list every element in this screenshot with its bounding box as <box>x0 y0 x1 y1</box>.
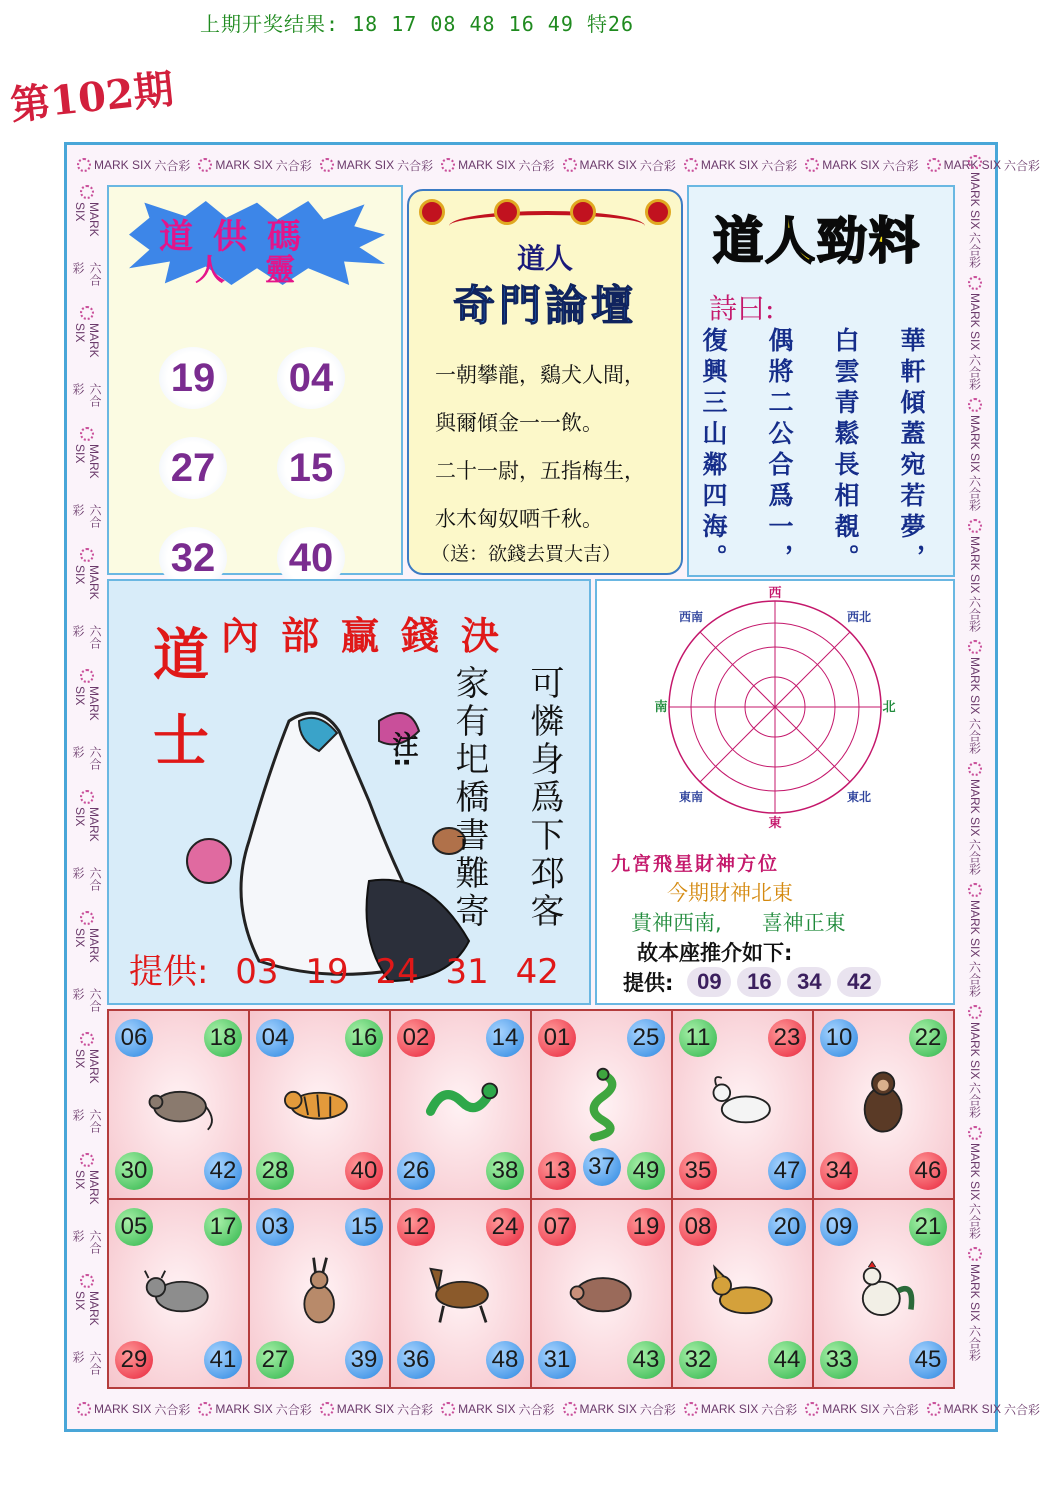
zodiac-number-ball: 02 <box>397 1019 435 1057</box>
flower-icon <box>441 1402 455 1416</box>
zodiac-number-ball: 18 <box>204 1019 242 1057</box>
zodiac-cell <box>532 1011 671 1198</box>
frame-brand-text: MARK SIX <box>73 1290 101 1326</box>
frame-brand-cn: 六合彩 <box>967 353 982 390</box>
frame-brand-cn: 六合彩 <box>882 158 919 173</box>
frame-brand-text: MARK SIX <box>73 927 101 963</box>
frame-brand-cn: 六合彩 <box>967 1203 982 1240</box>
frame-brand-text: MARK SIX <box>822 158 880 172</box>
compass-east-label: 東 <box>768 816 782 831</box>
frame-brand-text: MARK SIX <box>943 158 1001 172</box>
frame-brand-cn: 六合彩 <box>71 867 102 892</box>
frame-brand-cn: 六合彩 <box>518 158 555 173</box>
frame-brand-text: MARK SIX <box>700 158 759 172</box>
frame-brand-unit <box>71 181 103 302</box>
zodiac-number-ball: 10 <box>820 1019 858 1057</box>
zodiac-number-ball: 49 <box>627 1152 665 1190</box>
frame-brand-unit <box>71 907 103 1028</box>
zodiac-number-ball: 25 <box>627 1019 665 1057</box>
daoist-verse <box>445 665 569 931</box>
frame-brand-unit <box>801 1395 922 1423</box>
number-ball: 40 <box>277 527 345 589</box>
number-ball: 15 <box>277 437 345 499</box>
frame-brand-text: MARK SIX <box>579 158 637 172</box>
zodiac-cell <box>532 1200 671 1387</box>
zodiac-number-ball: 27 <box>256 1341 294 1379</box>
frame-brand-unit <box>71 1149 103 1270</box>
frame-brand-text: MARK SIX <box>215 1402 273 1416</box>
flower-icon <box>80 1032 94 1046</box>
daoist-verse-column: 可憐身爲下邳客 <box>524 665 564 931</box>
flower-icon <box>927 1402 941 1416</box>
compass-panel <box>595 579 955 1005</box>
zodiac-number-ball: 01 <box>538 1019 576 1057</box>
provide-number: 42 <box>515 952 559 992</box>
zodiac-number-ball: 45 <box>909 1341 947 1379</box>
tiger-icon <box>284 1061 358 1143</box>
zodiac-number-ball: 14 <box>486 1019 524 1057</box>
frame-brand-text: MARK SIX <box>968 778 982 837</box>
zodiac-number-ball: 33 <box>820 1341 858 1379</box>
verse-line: 一朝攀龍，鷄犬人間， <box>435 363 645 387</box>
frame-brand-text: MARK SIX <box>968 414 982 473</box>
frame-brand-unit <box>316 1395 437 1423</box>
frame-brand-cn: 六合彩 <box>275 1402 312 1417</box>
frame-brand-text: MARK SIX <box>336 158 395 172</box>
frame-brand-unit <box>959 879 991 1000</box>
numbers-panel-subtitle: 人靈 <box>195 253 335 288</box>
compass-line-3a: 貴神西南, <box>631 911 722 935</box>
zodiac-number-ball: 29 <box>115 1341 153 1379</box>
flower-icon <box>968 762 982 776</box>
zodiac-number-ball: 41 <box>204 1341 242 1379</box>
poster <box>64 142 1040 1432</box>
frame-brand-cn: 六合彩 <box>71 988 102 1013</box>
flower-icon <box>968 1126 982 1140</box>
zodiac-number-ball: 08 <box>679 1208 717 1246</box>
zodiac-number-ball: 22 <box>909 1019 947 1057</box>
frame-top <box>73 151 1040 179</box>
frame-brand-cn: 六合彩 <box>154 158 191 173</box>
coin-icon <box>494 199 520 225</box>
zodiac-number-ball: 38 <box>486 1152 524 1190</box>
zodiac-cell <box>673 1011 812 1198</box>
frame-brand-cn: 六合彩 <box>967 475 982 512</box>
frame-brand-unit <box>437 151 558 179</box>
frame-brand-unit <box>71 1270 103 1391</box>
compass-southwest-label: 西南 <box>678 610 704 624</box>
compass-provide <box>623 967 881 997</box>
poem-panel-subtitle: 詩曰: <box>709 292 775 325</box>
zodiac-cell <box>250 1200 389 1387</box>
zodiac-number-ball: 19 <box>627 1208 665 1246</box>
frame-brand-cn: 六合彩 <box>397 1402 434 1417</box>
frame-brand-cn: 六合彩 <box>639 1402 676 1417</box>
flower-icon <box>80 185 94 199</box>
issue-number: 第102期 <box>8 65 176 130</box>
frame-brand-unit <box>194 151 315 179</box>
frame-brand-text: MARK SIX <box>968 900 982 958</box>
compass-line-2: 今期財神北東 <box>667 881 793 905</box>
compass-line-3 <box>631 907 886 937</box>
flower-icon <box>563 158 577 172</box>
flower-icon <box>805 158 819 172</box>
compass-northwest-label: 西北 <box>846 610 872 624</box>
frame-brand-unit <box>801 151 922 179</box>
flower-icon <box>805 1402 819 1416</box>
provide-ball: 09 <box>687 967 731 997</box>
flower-icon <box>968 398 982 412</box>
zodiac-number-ball: 04 <box>256 1019 294 1057</box>
snake-icon <box>566 1061 640 1143</box>
result-number: 08 <box>430 12 457 36</box>
daoist-panel <box>107 579 591 1005</box>
frame-brand-unit <box>559 1395 680 1423</box>
frame-brand-unit <box>73 151 194 179</box>
rooster-icon <box>848 1250 922 1332</box>
provide-ball: 16 <box>737 967 781 997</box>
frame-brand-cn: 六合彩 <box>71 504 102 529</box>
frame-brand-cn: 六合彩 <box>71 625 102 650</box>
flower-icon <box>968 1005 982 1019</box>
verse-panel <box>407 189 683 575</box>
compass-southeast-label: 東南 <box>678 790 704 804</box>
frame-brand-text: MARK SIX <box>73 1048 101 1084</box>
frame-brand-unit <box>71 423 103 544</box>
frame-brand-unit <box>959 636 991 757</box>
result-number: 17 <box>391 12 418 36</box>
zodiac-number-ball: 15 <box>345 1208 383 1246</box>
coin-icon <box>419 199 445 225</box>
frame-brand-text: MARK SIX <box>458 158 516 172</box>
zodiac-number-ball: 21 <box>909 1208 947 1246</box>
frame-brand-cn: 六合彩 <box>154 1402 191 1417</box>
zodiac-number-ball: 13 <box>538 1152 576 1190</box>
zodiac-cell <box>391 1200 530 1387</box>
frame-brand-text: MARK SIX <box>73 806 101 842</box>
frame-brand-text: MARK SIX <box>336 1402 395 1416</box>
flower-icon <box>198 158 212 172</box>
number-ball: 32 <box>159 527 227 589</box>
frame-brand-unit <box>73 1395 194 1423</box>
frame-brand-cn: 六合彩 <box>397 158 434 173</box>
compass-west-label: 西 <box>768 586 782 601</box>
frame-brand-unit <box>71 1028 103 1149</box>
coin-icon <box>645 199 671 225</box>
flower-icon <box>80 1153 94 1167</box>
coin-decoration <box>419 199 671 225</box>
numbers-panel-title: 道供碼 <box>159 217 321 257</box>
daoist-note: 注: <box>388 731 418 768</box>
zodiac-number-ball: 46 <box>909 1152 947 1190</box>
frame-brand-text: MARK SIX <box>822 1402 880 1416</box>
poem <box>695 327 929 575</box>
frame-brand-unit <box>316 151 437 179</box>
frame-brand-unit <box>680 151 801 179</box>
frame-brand-text: MARK SIX <box>968 657 982 715</box>
poem-panel-title: 道人勁料 <box>713 211 921 270</box>
compass-line-3b: 喜神正東 <box>761 911 846 935</box>
frame-brand-text: MARK SIX <box>943 1402 1001 1416</box>
frame-brand-cn: 六合彩 <box>761 1402 798 1417</box>
result-number: 18 <box>352 12 379 36</box>
zodiac-cell <box>814 1011 953 1198</box>
zodiac-number-ball: 42 <box>204 1152 242 1190</box>
daoist-panel-header: 內部贏錢決 <box>221 613 522 658</box>
daoist-side-title: 道士 <box>144 625 210 797</box>
frame-brand-text: MARK SIX <box>700 1402 759 1416</box>
frame-brand-cn: 六合彩 <box>1003 158 1040 173</box>
verse-gift: （送：欲錢去買大吉） <box>431 543 622 565</box>
zodiac-number-ball: 16 <box>345 1019 383 1057</box>
frame-brand-unit <box>71 786 103 907</box>
zodiac-number-ball: 09 <box>820 1208 858 1246</box>
compass-south-label: 南 <box>654 700 668 715</box>
frame-brand-text: MARK SIX <box>73 685 101 721</box>
compass-provide-label: 提供: <box>623 971 674 995</box>
verse-line: 水木匈奴哂千秋。 <box>435 507 603 531</box>
zodiac-grid <box>107 1009 955 1389</box>
frame-brand-cn: 六合彩 <box>518 1402 555 1417</box>
flower-icon <box>441 158 455 172</box>
numbers-panel <box>107 185 403 580</box>
monkey-icon <box>848 1061 922 1143</box>
rat-icon <box>143 1061 217 1143</box>
flower-icon <box>968 1247 982 1261</box>
frame-brand-text: MARK SIX <box>968 172 982 230</box>
provide-number: 19 <box>305 952 349 992</box>
compass-line-1: 九宮飛星財神方位 <box>611 853 780 875</box>
zodiac-number-ball: 05 <box>115 1208 153 1246</box>
zodiac-number-ball: 12 <box>397 1208 435 1246</box>
compass-north-label: 北 <box>882 700 896 715</box>
frame-brand-text: MARK SIX <box>215 158 273 172</box>
daoist-provide-label: 提供: <box>129 952 209 992</box>
zodiac-number-ball: 39 <box>345 1341 383 1379</box>
frame-right <box>959 151 991 1421</box>
flower-icon <box>684 158 698 172</box>
frame-brand-unit <box>959 1001 991 1122</box>
frame-brand-text: MARK SIX <box>458 1402 516 1416</box>
zodiac-number-ball: 48 <box>486 1341 524 1379</box>
zodiac-number-ball: 40 <box>345 1152 383 1190</box>
zodiac-number-ball: 36 <box>397 1341 435 1379</box>
frame-brand-cn: 六合彩 <box>275 158 312 173</box>
provide-number: 03 <box>235 952 279 992</box>
frame-brand-cn: 六合彩 <box>967 839 982 876</box>
result-number: 49 <box>547 12 574 36</box>
zodiac-cell <box>250 1011 389 1198</box>
flower-icon <box>927 158 941 172</box>
frame-brand-cn: 六合彩 <box>71 262 102 287</box>
flower-icon <box>80 911 94 925</box>
frame-brand-text: MARK SIX <box>968 1021 982 1079</box>
dragon-icon <box>425 1061 499 1143</box>
number-ball: 04 <box>277 347 345 409</box>
frame-brand-cn: 六合彩 <box>967 960 982 997</box>
frame-brand-unit <box>959 394 991 515</box>
frame-brand-unit <box>71 302 103 423</box>
zodiac-cell <box>109 1011 248 1198</box>
special-number: 特26 <box>586 12 635 36</box>
zodiac-cell <box>814 1200 953 1387</box>
frame-brand-cn: 六合彩 <box>761 158 798 173</box>
zodiac-cell <box>673 1200 812 1387</box>
flower-icon <box>80 548 94 562</box>
frame-brand-cn: 六合彩 <box>71 383 102 408</box>
frame-brand-unit <box>71 544 103 665</box>
flower-icon <box>684 1402 698 1416</box>
frame-brand-text: MARK SIX <box>73 564 101 600</box>
frame-brand-text: MARK SIX <box>968 536 982 594</box>
flower-icon <box>968 519 982 533</box>
frame-brand-cn: 六合彩 <box>967 232 982 269</box>
frame-brand-cn: 六合彩 <box>1003 1402 1040 1417</box>
frame-brand-text: MARK SIX <box>73 322 101 358</box>
zodiac-number-ball: 30 <box>115 1152 153 1190</box>
daoist-provide-line <box>129 944 575 993</box>
frame-brand-cn: 六合彩 <box>71 1351 102 1376</box>
frame-brand-unit <box>959 758 991 879</box>
ox-icon <box>143 1250 217 1332</box>
number-ball: 27 <box>159 437 227 499</box>
provide-number: 31 <box>445 952 489 992</box>
coin-icon <box>570 199 596 225</box>
zodiac-number-ball: 03 <box>256 1208 294 1246</box>
zodiac-number-ball: 26 <box>397 1152 435 1190</box>
frame-brand-cn: 六合彩 <box>71 1230 102 1255</box>
flower-icon <box>80 669 94 683</box>
flower-icon <box>320 1402 334 1416</box>
provide-ball: 42 <box>837 967 881 997</box>
frame-brand-unit <box>959 1243 991 1364</box>
frame-brand-text: MARK SIX <box>94 1402 152 1416</box>
frame-brand-cn: 六合彩 <box>967 717 982 754</box>
zodiac-number-ball: 17 <box>204 1208 242 1246</box>
zodiac-number-ball: 34 <box>820 1152 858 1190</box>
poem-column: 白雲青鬆長相覩。 <box>831 327 860 575</box>
zodiac-number-ball: 43 <box>627 1341 665 1379</box>
zodiac-number-ball: 44 <box>768 1341 806 1379</box>
result-number: 16 <box>508 12 535 36</box>
frame-brand-unit <box>959 272 991 393</box>
flower-icon <box>77 1402 91 1416</box>
zodiac-cell <box>109 1200 248 1387</box>
frame-brand-unit <box>559 151 680 179</box>
goat-icon <box>707 1061 781 1143</box>
frame-brand-unit <box>194 1395 315 1423</box>
frame-left <box>71 181 103 1391</box>
frame-bottom <box>73 1395 1040 1423</box>
flower-icon <box>968 155 982 169</box>
frame-brand-unit <box>959 1122 991 1243</box>
flower-icon <box>968 276 982 290</box>
verse-panel-title: 奇門論壇 <box>452 281 637 330</box>
zodiac-number-ball: 07 <box>538 1208 576 1246</box>
frame-brand-text: MARK SIX <box>579 1402 637 1416</box>
zodiac-number-ball: 28 <box>256 1152 294 1190</box>
poem-panel <box>687 185 955 577</box>
frame-brand-unit <box>959 151 991 272</box>
zodiac-number-ball: 11 <box>679 1019 717 1057</box>
frame-brand-cn: 六合彩 <box>967 1081 982 1118</box>
frame-brand-text: MARK SIX <box>94 158 152 172</box>
provide-ball: 34 <box>787 967 831 997</box>
poem-column: 復興三山鄰四海。 <box>699 327 728 575</box>
pig-icon <box>566 1250 640 1332</box>
poem-column: 偶將二公合爲一， <box>765 327 794 575</box>
compass-northeast-label: 東北 <box>846 790 872 804</box>
frame-brand-cn: 六合彩 <box>71 1109 102 1134</box>
frame-brand-text: MARK SIX <box>73 1169 101 1205</box>
provide-number: 24 <box>375 952 419 992</box>
frame-brand-cn: 六合彩 <box>71 746 102 771</box>
frame-brand-text: MARK SIX <box>968 293 982 351</box>
flower-icon <box>77 158 91 172</box>
flower-icon <box>563 1402 577 1416</box>
flower-icon <box>80 306 94 320</box>
zodiac-number-ball: 23 <box>768 1019 806 1057</box>
numbers-grid <box>159 347 359 589</box>
frame-brand-text: MARK SIX <box>73 201 101 237</box>
zodiac-cell <box>391 1011 530 1198</box>
number-ball: 19 <box>159 347 227 409</box>
zodiac-number-ball: 47 <box>768 1152 806 1190</box>
verse-line: 二十一尉，五指梅生， <box>435 459 645 483</box>
verse-line: 與爾傾金一一飲。 <box>435 411 603 435</box>
flower-icon <box>80 427 94 441</box>
frame-brand-unit <box>959 515 991 636</box>
frame-brand-cn: 六合彩 <box>967 1324 982 1361</box>
flower-icon <box>968 883 982 897</box>
frame-brand-text: MARK SIX <box>73 443 101 479</box>
dog-icon <box>707 1250 781 1332</box>
compass-diagram <box>653 585 897 829</box>
zodiac-number-ball: 24 <box>486 1208 524 1246</box>
frame-brand-text: MARK SIX <box>968 1142 982 1201</box>
last-result-line <box>200 8 634 37</box>
flower-icon <box>80 1274 94 1288</box>
result-number: 48 <box>469 12 496 36</box>
frame-brand-cn: 六合彩 <box>639 158 676 173</box>
last-result-label: 上期开奖结果: <box>200 12 340 36</box>
frame-brand-unit <box>437 1395 558 1423</box>
flower-icon <box>320 158 334 172</box>
compass-line-4: 故本座推介如下: <box>637 941 793 965</box>
flower-icon <box>80 790 94 804</box>
rabbit-icon <box>284 1250 358 1332</box>
verse-panel-title-small: 道人 <box>516 242 573 275</box>
frame-brand-unit <box>680 1395 801 1423</box>
poem-column: 華軒傾蓋宛若夢， <box>897 327 926 575</box>
zodiac-number-ball: 37 <box>583 1148 621 1186</box>
frame-brand-cn: 六合彩 <box>882 1402 919 1417</box>
frame-brand-cn: 六合彩 <box>967 596 982 633</box>
verse <box>435 351 675 543</box>
frame-brand-unit <box>71 665 103 786</box>
daoist-verse-column: 家有圯橋書難寄 <box>449 665 489 931</box>
zodiac-number-ball: 32 <box>679 1341 717 1379</box>
zodiac-number-ball: 35 <box>679 1152 717 1190</box>
zodiac-number-ball: 20 <box>768 1208 806 1246</box>
frame-brand-text: MARK SIX <box>968 1264 982 1322</box>
zodiac-number-ball: 31 <box>538 1341 576 1379</box>
flower-icon <box>198 1402 212 1416</box>
zodiac-number-ball: 06 <box>115 1019 153 1057</box>
flower-icon <box>968 640 982 654</box>
horse-icon <box>425 1250 499 1332</box>
